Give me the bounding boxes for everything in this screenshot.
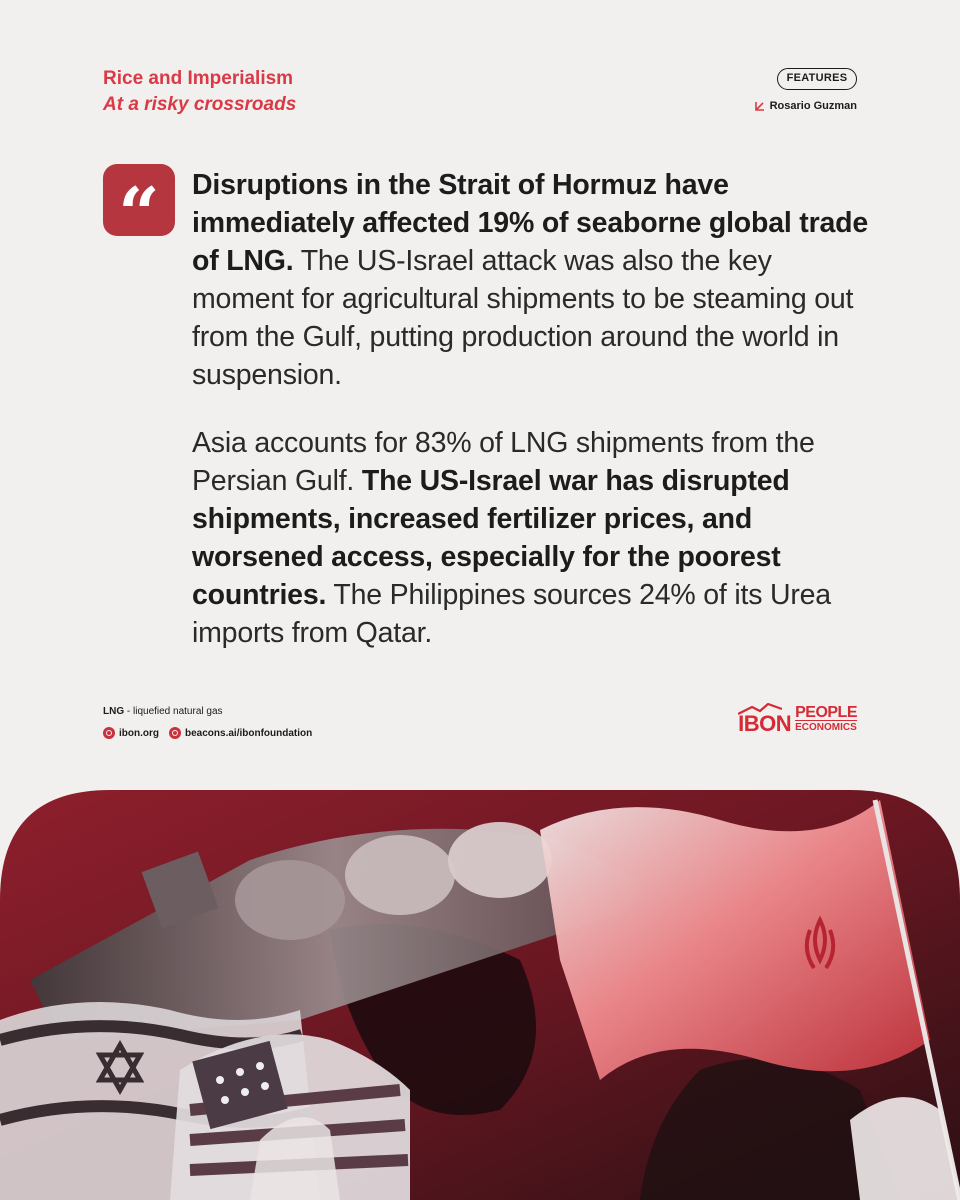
globe-icon <box>103 727 115 739</box>
quote-para2-bold: The US-Israel war has disrupted shipments, increased fertilizer prices, and worsened access, especially for the poorest countries. <box>192 465 790 611</box>
beacons-text: beacons.ai/ibonfoundation <box>185 727 313 739</box>
author-line <box>755 100 857 112</box>
series-heading <box>103 66 296 118</box>
author-name: Rosario Guzman <box>769 100 857 112</box>
economics-text: ECONOMICS <box>795 722 857 733</box>
pen-icon <box>755 101 765 111</box>
beacons-link[interactable] <box>169 727 312 739</box>
quote-body <box>192 166 872 652</box>
website-link[interactable] <box>103 727 159 739</box>
ibon-logo-text: IBON <box>738 711 792 736</box>
beacons-icon <box>169 727 181 739</box>
people-economics-logo <box>795 706 857 735</box>
abbreviation-note <box>103 706 312 717</box>
quote-para1-regular: The US-Israel attack was also the key moment for agricultural shipments to be steaming out from the Gulf, putting production around the world in suspension. <box>192 245 854 391</box>
quote-paragraph-2 <box>192 424 872 652</box>
quote-para2-regular-a: Asia accounts for 83% of LNG shipments from the Persian Gulf. <box>192 427 815 497</box>
collage-image <box>0 790 960 1200</box>
series-title: Rice and Imperialism <box>103 68 294 89</box>
brand-logos <box>738 705 857 735</box>
quote-para2-regular-b: The Philippines sources 24% of its Urea imports from Qatar. <box>192 579 831 649</box>
quote-icon: “ <box>103 164 175 236</box>
quote-paragraph-1 <box>192 166 872 394</box>
collage-illustration <box>0 790 960 1200</box>
people-text: PEOPLE <box>795 704 857 721</box>
abbr-definition: - liquefied natural gas <box>124 706 223 717</box>
ibon-logo <box>738 705 791 735</box>
website-text: ibon.org <box>119 727 159 739</box>
series-subtitle: At a risky crossroads <box>103 94 297 115</box>
quote-para1-bold: Disruptions in the Strait of Hormuz have immediately affected 19% of seaborne global trade of LNG. <box>192 169 868 277</box>
footer <box>103 706 312 739</box>
abbr-term: LNG <box>103 706 125 717</box>
category-badge: FEATURES <box>777 68 857 90</box>
